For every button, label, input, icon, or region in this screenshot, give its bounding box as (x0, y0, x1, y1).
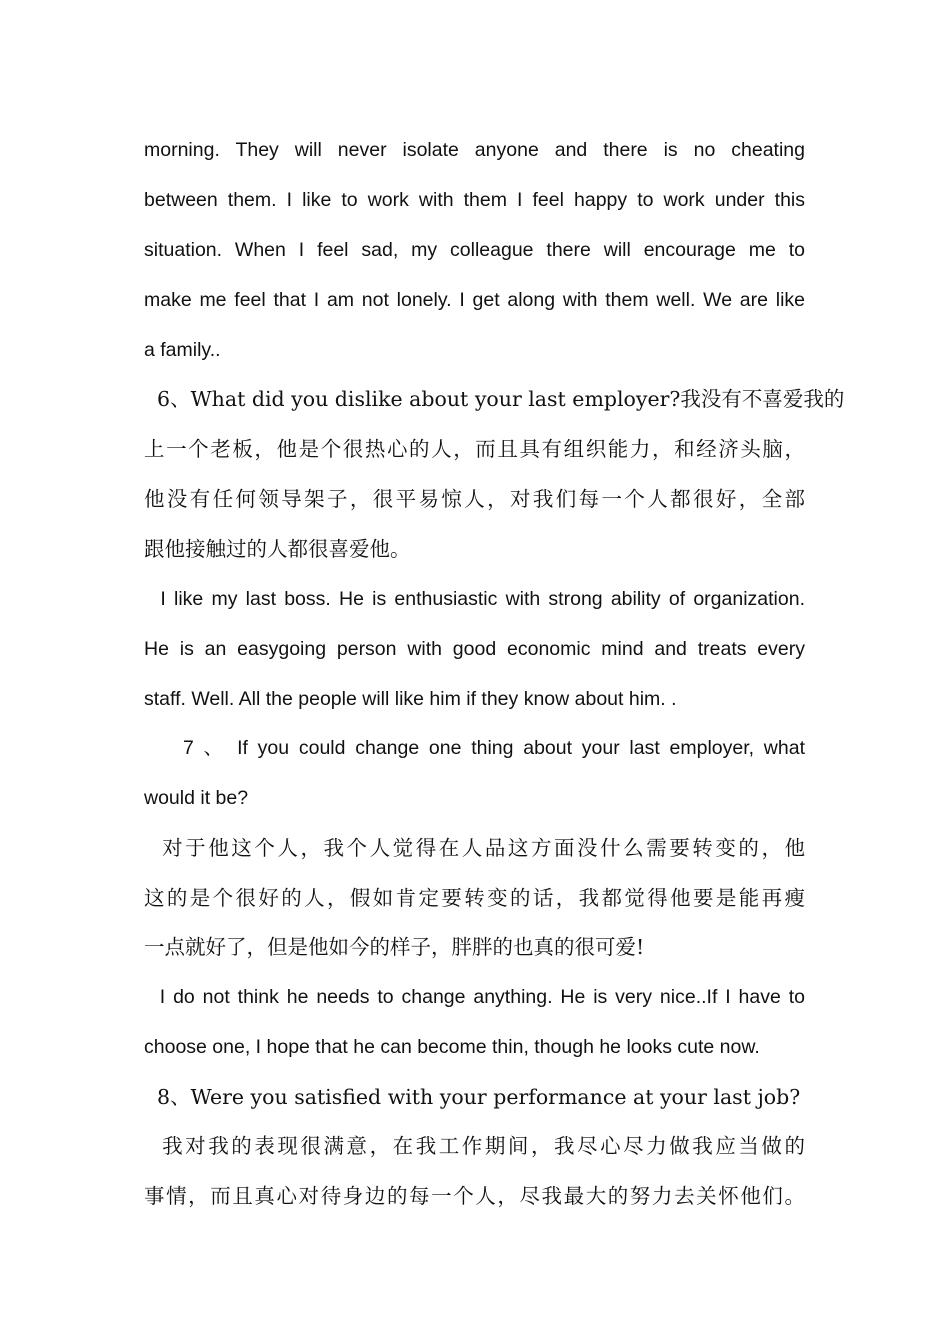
paragraph-line: I do not think he needs to change anything. He is very nice..If I have to (144, 986, 805, 1008)
paragraph-line: 事情，而且真心对待身边的每一个人，尽我最大的努力去关怀他们。 (144, 1184, 805, 1208)
paragraph-line: situation. When I feel sad, my colleague there will encourage me to (144, 239, 805, 261)
paragraph-line: choose one, I hope that he can become thin, though he looks cute now. (144, 1036, 760, 1058)
paragraph-line: 跟他接触过的人都很喜爱他。 (144, 537, 411, 561)
question-line: 6、What did you dislike about your last employer?我没有不喜爱我的 (144, 387, 845, 411)
paragraph-line: 这的是个很好的人，假如肯定要转变的话，我都觉得他要是能再瘦 (144, 886, 805, 910)
paragraph-line: I like my last boss. He is enthusiastic with strong ability of organization. (144, 588, 805, 610)
paragraph-line: make me feel that I am not lonely. I get along with them well. We are like (144, 289, 805, 311)
question-line: would it be? (144, 787, 249, 809)
paragraph-line: He is an easygoing person with good economic mind and treats every (144, 638, 805, 660)
paragraph-line: a family.. (144, 339, 221, 361)
paragraph-line: staff. Well. All the people will like him if they know about him. . (144, 688, 677, 710)
paragraph-line: morning. They will never isolate anyone and there is no cheating (144, 139, 805, 161)
paragraph-line: 对于他这个人，我个人觉得在人品这方面没什么需要转变的，他 (144, 836, 805, 860)
question-line: 8、Were you satisfied with your performance at your last job? (144, 1085, 801, 1109)
paragraph-line: between them. I like to work with them I feel happy to work under this (144, 189, 805, 211)
paragraph-line: 他没有任何领导架子，很平易惊人，对我们每一个人都很好，全部 (144, 487, 805, 511)
paragraph-line: 一点就好了，但是他如今的样子，胖胖的也真的很可爱! (144, 935, 645, 959)
paragraph-line: 我对我的表现很满意，在我工作期间，我尽心尽力做我应当做的 (144, 1134, 805, 1158)
paragraph-line: 上一个老板，他是个很热心的人，而且具有组织能力，和经济头脑， (144, 437, 805, 461)
question-line: 7 、 If you could change one thing about your last employer, what (144, 737, 805, 759)
